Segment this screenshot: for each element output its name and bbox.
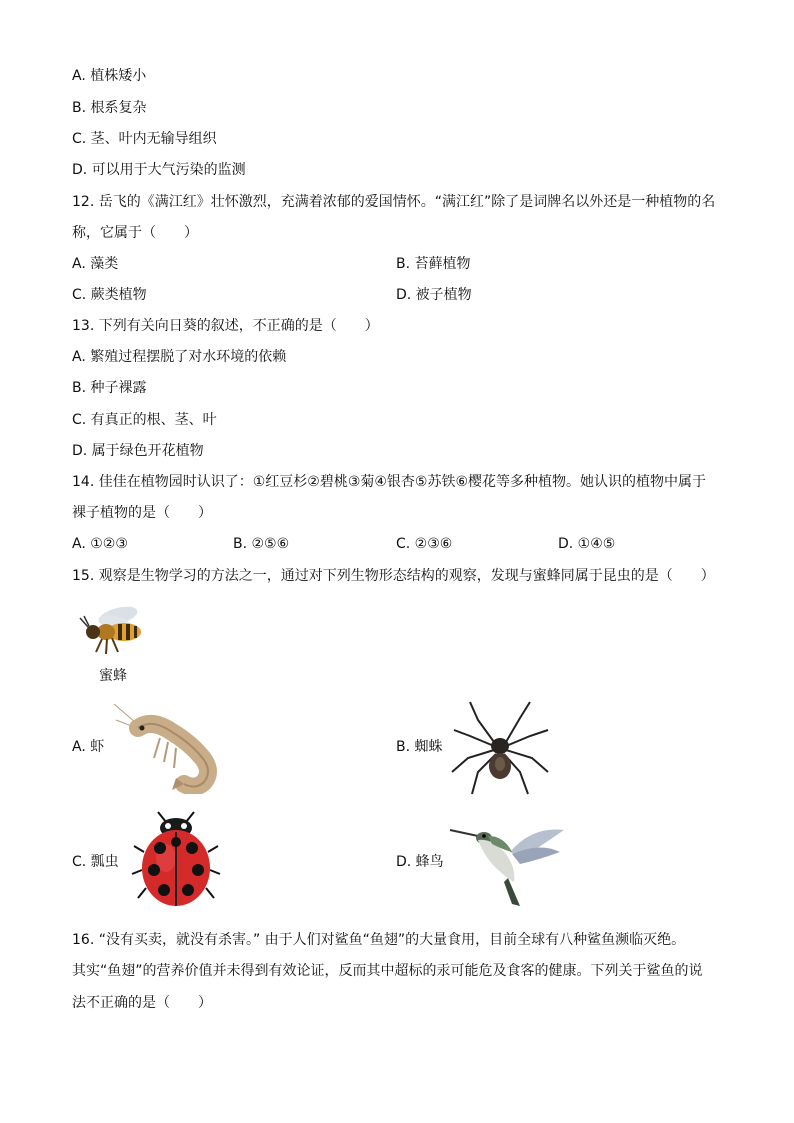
q16-stem-line2: 其实“鱼翅”的营养价值并未得到有效论证，反而其中超标的汞可能危及食客的健康。下列关于鲨鱼的说 [72,963,703,979]
q12-option-a: A. 藻类 [72,256,119,272]
shrimp-icon [112,698,224,794]
q14-stem-line1: 14. 佳佳在植物园时认识了：①红豆杉②碧桃③菊④银杏⑤苏铁⑥樱花等多种植物。她认识的植物中属于 [72,474,707,490]
q15-option-b: B. 蜘蛛 [396,739,443,755]
hummingbird-icon [448,822,566,910]
q14-option-d: D. ①④⑤ [558,536,616,552]
q12-option-c: C. 蕨类植物 [72,287,147,303]
q13-option-b: B. 种子裸露 [72,380,147,396]
q12-stem-line2: 称，它属于（ ） [72,225,198,241]
q12-stem-line1: 12. 岳飞的《满江红》壮怀激烈，充满着浓郁的爱国情怀。“满江红”除了是词牌名以外还是一种植物的名 [72,194,716,210]
q11-option-c: C. 茎、叶内无输导组织 [72,131,217,147]
q13-option-c: C. 有真正的根、茎、叶 [72,412,217,428]
q13-option-d: D. 属于绿色开花植物 [72,443,204,459]
q15-option-d: D. 蜂鸟 [396,854,444,870]
q12-option-d: D. 被子植物 [396,287,472,303]
q13-stem: 13. 下列有关向日葵的叙述，不正确的是（ ） [72,318,379,334]
q16-stem-line1: 16. “没有买卖，就没有杀害。” 由于人们对鲨鱼“鱼翅”的大量食用，目前全球有八种鲨鱼濒临灭绝。 [72,932,686,948]
q15-stem: 15. 观察是生物学习的方法之一，通过对下列生物形态结构的观察，发现与蜜蜂同属于昆虫的是（ ） [72,568,715,584]
q11-option-a: A. 植株矮小 [72,68,147,84]
bee-icon [74,602,148,658]
q14-option-c: C. ②③⑥ [396,536,453,552]
spider-icon [448,700,552,796]
q11-option-b: B. 根系复杂 [72,100,147,116]
q11-option-d: D. 可以用于大气污染的监测 [72,162,246,178]
q16-stem-line3: 法不正确的是（ ） [72,995,212,1011]
q14-stem-line2: 裸子植物的是（ ） [72,505,212,521]
q15-option-c: C. 瓢虫 [72,854,119,870]
q14-option-b: B. ②⑤⑥ [233,536,290,552]
q12-option-b: B. 苔藓植物 [396,256,471,272]
ladybug-icon [130,808,222,912]
q15-option-a: A. 虾 [72,739,105,755]
q13-option-a: A. 繁殖过程摆脱了对水环境的依赖 [72,349,287,365]
q14-option-a: A. ①②③ [72,536,128,552]
bee-caption: 蜜蜂 [99,668,127,684]
